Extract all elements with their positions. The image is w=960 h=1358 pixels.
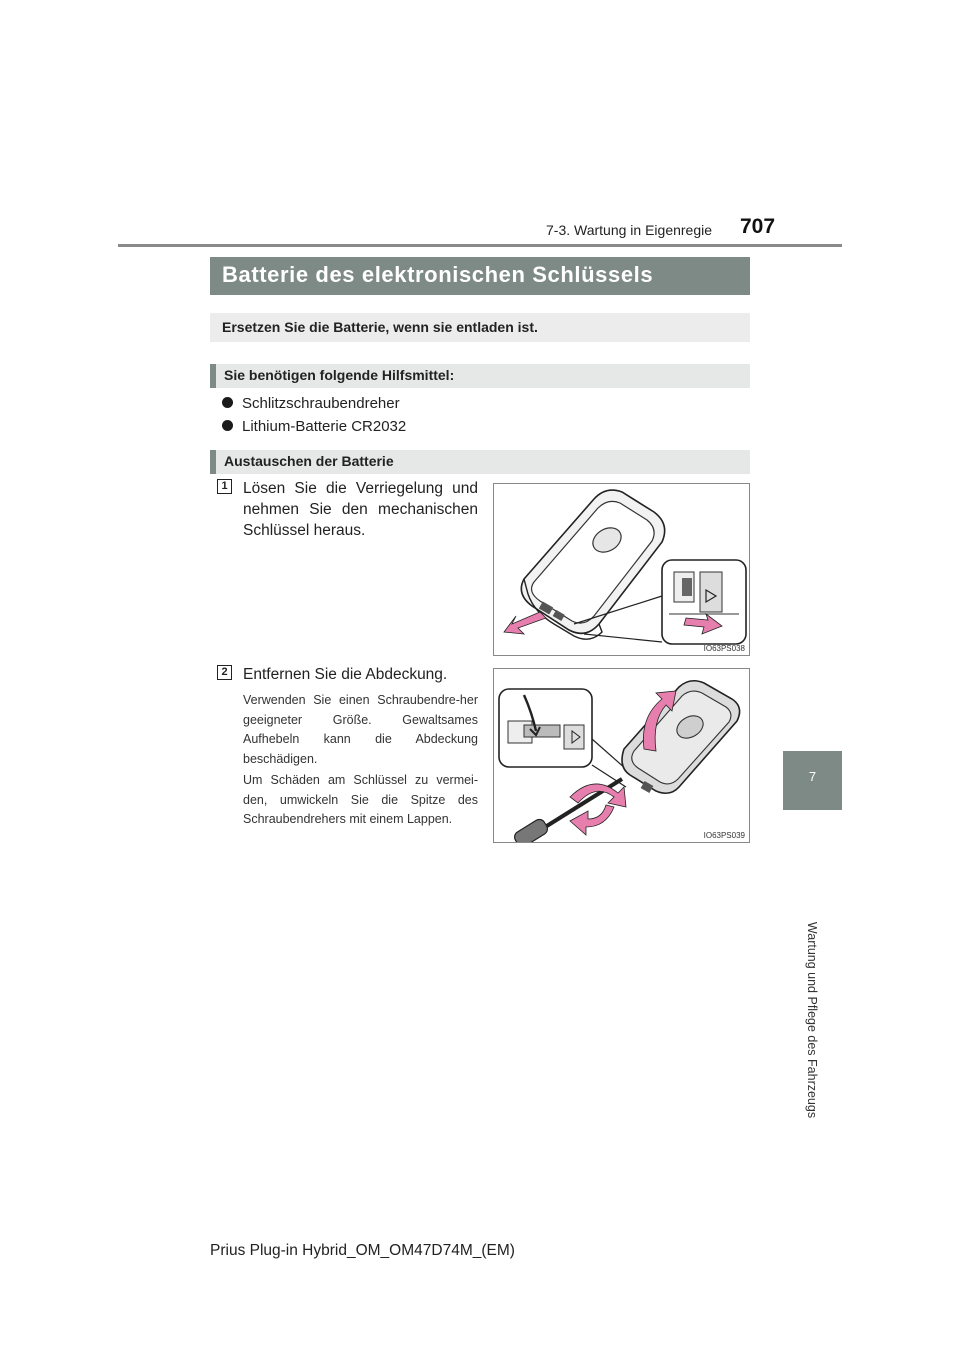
tool-item-text: Lithium-Batterie CR2032 <box>242 418 407 435</box>
remove-cover-illustration <box>494 669 750 843</box>
chapter-number: 7 <box>808 769 817 784</box>
figure-remove-cover <box>493 668 750 843</box>
document-footer: Prius Plug-in Hybrid_OM_OM47D74M_(EM) <box>210 1242 515 1259</box>
chapter-title: Wartung und Pflege des Fahrzeugs <box>805 921 819 1119</box>
figure-code: IO63PS039 <box>703 831 745 840</box>
bullet-icon <box>222 397 233 408</box>
step-2-note: Um Schäden am Schlüssel zu vermei-den, umwickeln Sie die Spitze des Schraubendrehers mit einem Lappen. <box>243 773 478 826</box>
tool-item <box>222 395 400 412</box>
step-number-badge: 1 <box>217 479 232 494</box>
header-rule <box>118 244 842 247</box>
step-2-note: Verwenden Sie einen Schraubendre-her geeigneter Größe. Gewaltsames Aufhebeln kann die Abdeckung beschädigen. <box>243 693 478 766</box>
replace-heading: Austauschen der Batterie <box>224 453 394 469</box>
intro-text: Ersetzen Sie die Batterie, wenn sie entladen ist. <box>222 319 538 335</box>
page-title: Batterie des elektronischen Schlüssels <box>222 262 654 287</box>
tools-heading: Sie benötigen folgende Hilfsmittel: <box>224 367 455 383</box>
figure-code: IO63PS038 <box>703 644 745 653</box>
replace-heading-accent <box>210 450 216 474</box>
step-2-text: Entfernen Sie die Abdeckung. <box>243 666 448 683</box>
tool-item <box>222 418 406 435</box>
step-1-text: Lösen Sie die Verriegelung und nehmen Sie den mechanischen Schlüssel heraus. <box>243 480 478 539</box>
step-number-badge: 2 <box>217 665 232 680</box>
key-release-illustration <box>494 484 750 656</box>
section-label: 7-3. Wartung in Eigenregie <box>546 222 713 238</box>
page-number: 707 <box>740 215 776 238</box>
tools-heading-accent <box>210 364 216 388</box>
tool-item-text: Schlitzschraubendreher <box>242 395 400 412</box>
bullet-icon <box>222 420 233 431</box>
figure-key-mechanical-release <box>493 483 750 656</box>
